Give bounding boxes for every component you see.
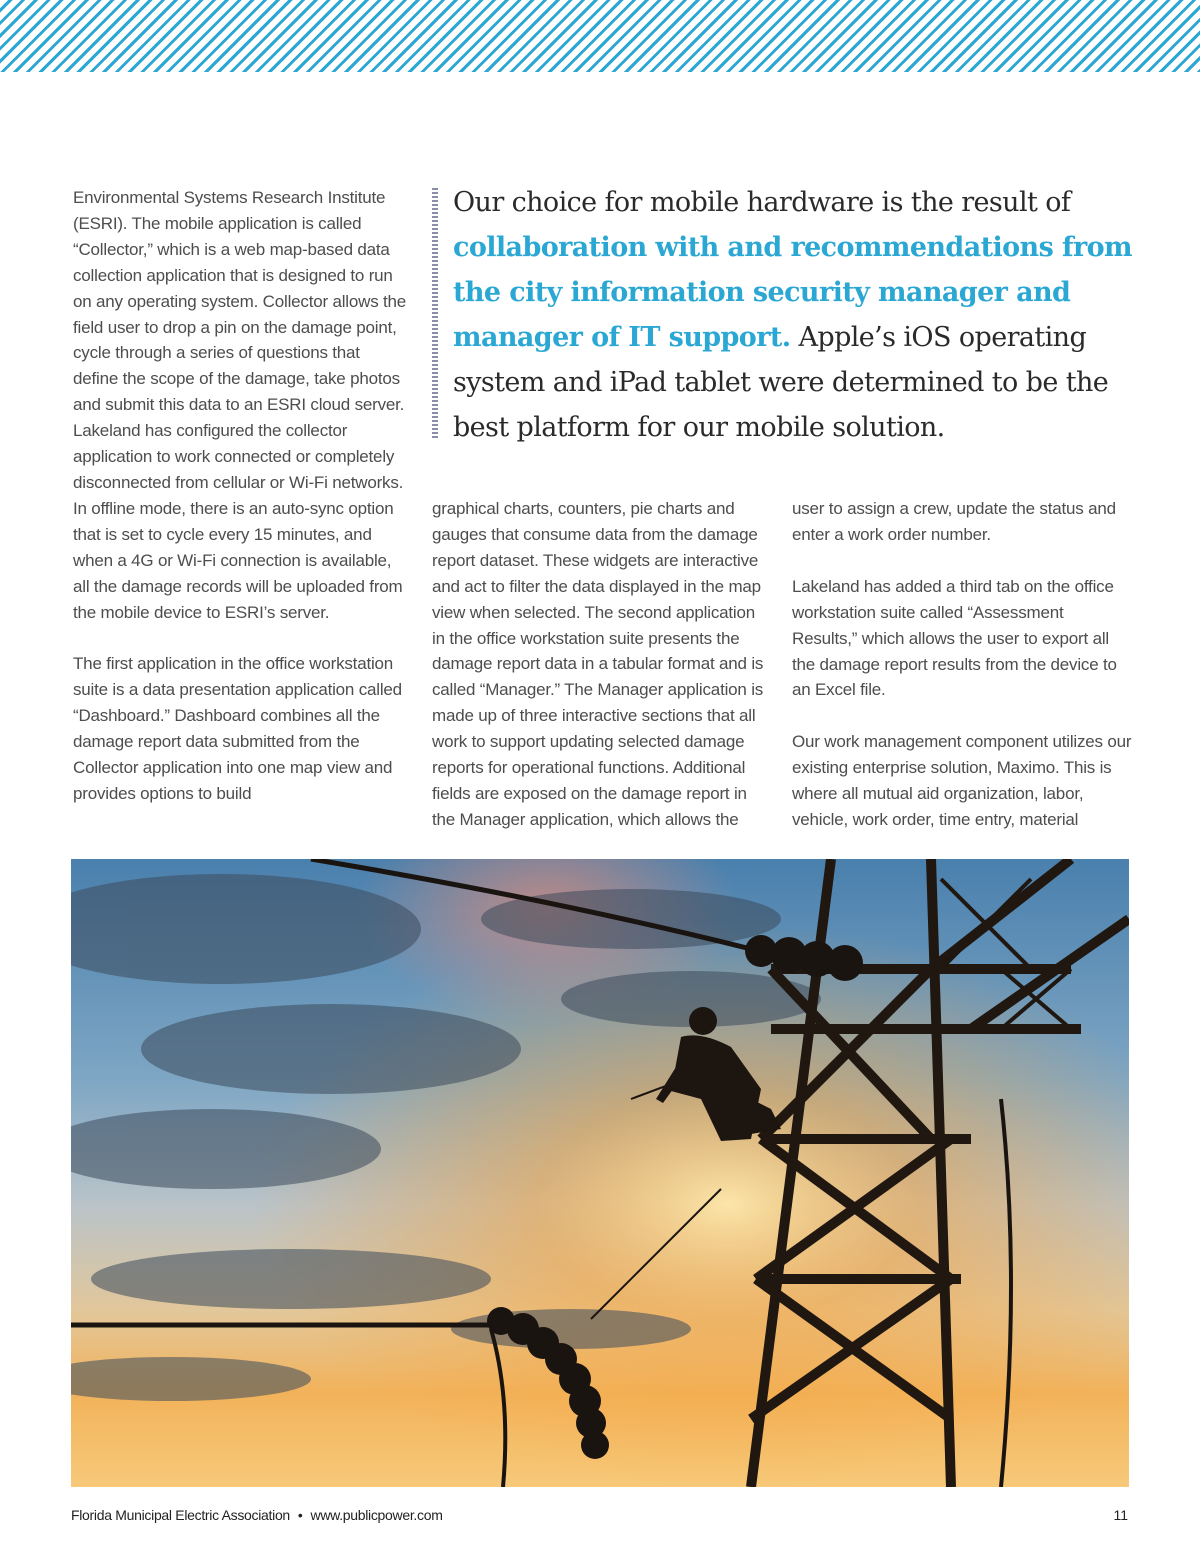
pull-quote [453,180,1143,450]
footer-separator: • [297,1507,303,1523]
website-link[interactable]: www.publicpower.com [310,1507,443,1523]
pull-quote-text: Apple’s iOS operating system and iPad tablet were determined to be the best platform for our mobile solution. [453,322,1109,443]
body-column-2 [432,496,772,859]
pull-quote-highlight: collaboration with and recommendations from the city information security manager and manager of IT support. [453,232,1132,353]
publisher-name: Florida Municipal Electric Association [71,1507,290,1523]
decorative-stripe-band [0,0,1200,72]
photo-illustration [71,859,1129,1487]
paragraph: Our work management component utilizes our existing enterprise solution, Maximo. This is where all mutual aid organization, labor, vehicle, work order, time entry, material [792,732,1132,830]
paragraph: The first application in the office workstation suite is a data presentation application called “Dashboard.” Dashboard combines all the damage report data submitted from the Collector application into one map view and provides options to build [73,654,402,803]
body-column-3 [792,496,1132,859]
paragraph: Environmental Systems Research Institute (ESRI). The mobile application is called “Collector,” which is a web map-based data collection application that is designed to run on any operating system. Collector allows the field user to drop a pin on the damage point, cycle through a series of questions that define the scope of the damage, take photos and submit this data to an ESRI cloud server. Lakeland has configured the collector application to work connected or completely disconnected from cellular or Wi-Fi networks. In offline mode, there is an auto-sync option that is set to cycle every 15 minutes, and when a 4G or Wi-Fi connection is available, all the damage records will be uploaded from the mobile device to ESRI’s server. [73,188,407,622]
paragraph: graphical charts, counters, pie charts and gauges that consume data from the damage report dataset. These widgets are interactive and act to filter the data displayed in the map view when selected. The second application in the office workstation suite presents the damage report data in a tabular format and is called “Manager.” The Manager application is made up of three interactive sections that all work to support updating selected damage reports for operational functions. Additional fields are exposed on the damage report in the Manager application, which allows the [432,499,764,829]
pull-quote-text: Our choice for mobile hardware is the result of [453,187,1071,218]
page-number: 11 [1113,1507,1128,1523]
body-column-1 [73,185,408,833]
pull-quote-rule [432,188,438,438]
paragraph: user to assign a crew, update the status and enter a work order number. [792,499,1116,544]
lineworker-tower-photo [71,859,1129,1487]
footer-publisher [71,1507,443,1523]
paragraph: Lakeland has added a third tab on the office workstation suite called “Assessment Results,” which allows the user to export all the damage report results from the device to an Excel file. [792,576,1117,700]
